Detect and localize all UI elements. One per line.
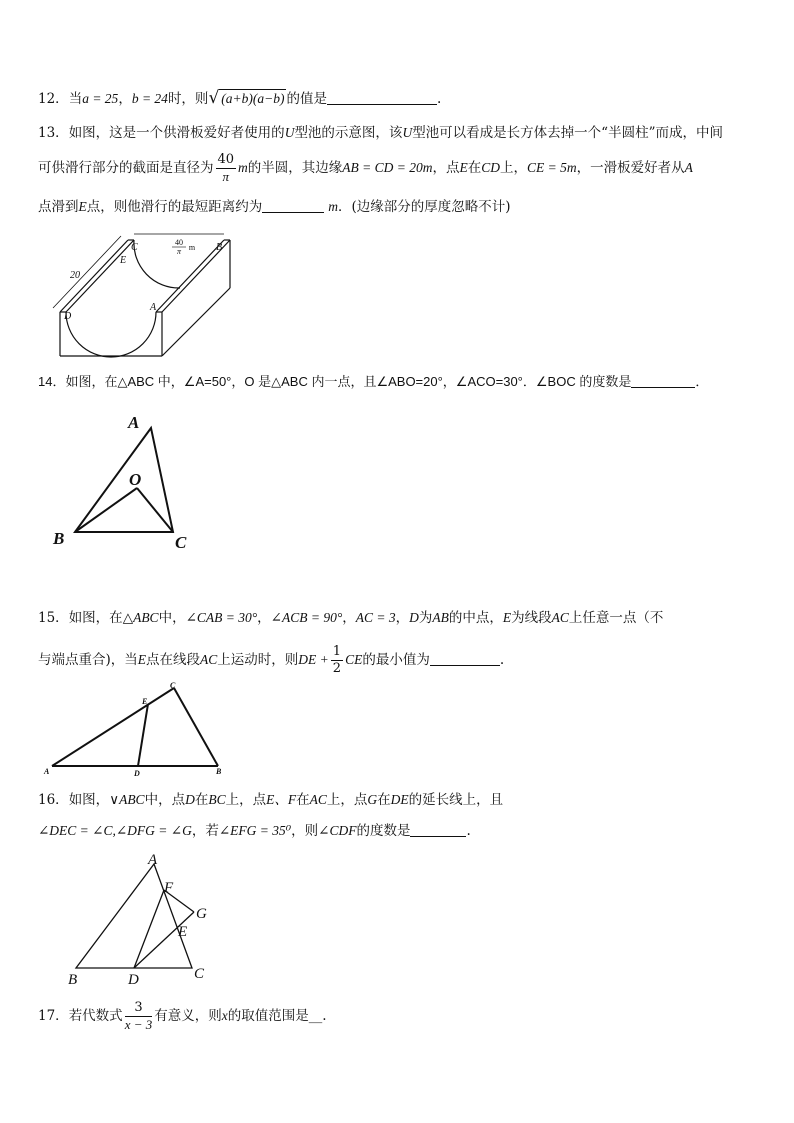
text: 上任意一点（不: [568, 610, 664, 626]
text: .: [436, 91, 442, 107]
label-d: D: [64, 311, 72, 322]
question-16-line-2: [38, 822, 471, 840]
text: ．(边缘部分的厚度忽略不计): [338, 199, 511, 215]
text: .: [322, 1008, 327, 1024]
math: AC = 3: [355, 610, 396, 625]
math: E: [459, 160, 468, 175]
text: 有意义，则: [154, 1008, 222, 1024]
math: CE: [345, 652, 363, 667]
math: △ABC: [122, 610, 159, 625]
label-d: D: [128, 972, 139, 988]
math: CD: [481, 160, 501, 175]
math: DE +: [298, 652, 329, 667]
math: AC: [551, 610, 569, 625]
label-c: C: [131, 242, 138, 253]
question-15-line-2: [38, 644, 504, 677]
text: 的中点，: [448, 610, 503, 626]
u-pool-figure: [40, 228, 245, 363]
math: U: [402, 125, 413, 140]
text: 型池可以看成是长方体去掉一个“半圆柱”而成，中间: [412, 125, 723, 141]
answer-blank: [262, 198, 324, 213]
math: DE: [390, 792, 409, 807]
text: 如图，在△ABC 中，∠A=50°，O 是△ABC 内一点，且∠ABO=20°，∠ACO=30°．∠BOC 的度数是: [65, 374, 632, 389]
label-c: C: [175, 533, 187, 552]
fraction: [331, 644, 343, 677]
math: E、F: [266, 792, 297, 807]
denominator: 2: [332, 661, 342, 676]
text: 的半圆，其边缘: [247, 160, 343, 176]
numerator: 40: [217, 152, 235, 167]
math: ∠ACB = 90°: [270, 610, 343, 625]
math: ∨ABC: [109, 792, 145, 807]
label-c: C: [170, 681, 176, 690]
triangle-abo-figure: [45, 408, 205, 558]
label-diameter-den: π: [176, 247, 182, 256]
text: ．: [695, 374, 709, 389]
question-number: 17．: [38, 1008, 69, 1024]
text: ，一滑板爱好者从: [576, 160, 685, 176]
text: ，点: [432, 160, 460, 176]
question-number: 12．: [38, 91, 69, 107]
label-b: B: [216, 767, 222, 776]
question-number: 16．: [38, 792, 69, 808]
text: 与端点重合)，当: [38, 652, 138, 668]
question-13-line-1: [38, 124, 723, 142]
text: ，若: [191, 823, 219, 839]
math: AC: [200, 652, 218, 667]
text: ，: [395, 610, 410, 626]
question-12: [38, 89, 441, 108]
question-number: 13．: [38, 125, 69, 141]
text: 的最小值为: [362, 652, 430, 668]
question-13-line-3: [38, 198, 511, 216]
text: 点，则他滑行的最短距离约为: [86, 199, 263, 215]
math: D: [409, 610, 419, 625]
text: 上，点: [326, 792, 368, 808]
label-20: 20: [70, 270, 80, 281]
question-14: [38, 373, 708, 391]
math: m: [238, 160, 248, 175]
math: AC: [309, 792, 327, 807]
label-diameter-num: 40: [175, 238, 183, 247]
math: ∠DEC = ∠C,∠DFG = ∠G: [38, 823, 192, 838]
label-a: A: [128, 413, 140, 432]
answer-blank: [410, 822, 466, 837]
text: ，: [118, 91, 132, 107]
text: 上，点: [225, 792, 267, 808]
label-a: A: [150, 302, 157, 313]
text: 如图，这是一个供滑板爱好者使用的: [68, 125, 285, 141]
label-e: E: [142, 697, 148, 706]
text: ，: [342, 610, 356, 626]
label-e: E: [178, 924, 188, 940]
label-c: C: [194, 966, 205, 982]
label-e: E: [120, 255, 127, 266]
text: .: [466, 823, 471, 839]
numerator: 3: [125, 1000, 153, 1017]
label-a: A: [148, 852, 158, 868]
text: .: [499, 652, 505, 668]
text: 在: [377, 792, 391, 808]
denominator: π: [222, 169, 230, 184]
math: A: [684, 160, 693, 175]
text: 上，: [500, 160, 528, 176]
math: b = 24: [131, 91, 168, 106]
question-15-line-1: [38, 609, 663, 627]
text: 的延长线上，且: [408, 792, 504, 808]
text: 在: [296, 792, 310, 808]
answer-blank: [430, 651, 500, 666]
math: ∠CAB = 30°: [185, 610, 258, 625]
right-triangle-figure: [42, 680, 232, 780]
fraction: [125, 1000, 153, 1033]
text: 型池的示意图，该: [294, 125, 403, 141]
text: 如图，在: [68, 610, 123, 626]
answer-blank: [631, 373, 695, 388]
question-17: [38, 1000, 327, 1033]
math: E: [137, 652, 147, 667]
math: x: [221, 1008, 228, 1023]
math: D: [185, 792, 195, 807]
text: 中，: [158, 610, 186, 626]
math: BC: [208, 792, 226, 807]
question-number: 15．: [38, 610, 69, 626]
text: 点滑到: [38, 199, 79, 215]
radicand: (a+b)(a−b): [221, 91, 285, 106]
text: 的取值范围是: [227, 1008, 309, 1024]
text: 若代数式: [68, 1008, 123, 1024]
question-13-line-2: [38, 152, 693, 185]
text: 如图，: [68, 792, 110, 808]
text: 在: [467, 160, 482, 176]
label-b: B: [68, 972, 78, 988]
text: 为: [418, 610, 433, 626]
math: AB: [432, 610, 449, 625]
fraction: [216, 152, 237, 185]
answer-blank: __: [308, 1008, 323, 1024]
label-diameter-unit: m: [188, 243, 196, 252]
label-b: B: [216, 242, 223, 253]
text: 上运动时，则: [217, 652, 299, 668]
text: 中，点: [144, 792, 186, 808]
text: 可供滑行部分的截面是直径为: [38, 160, 214, 176]
label-o: O: [129, 470, 142, 489]
math: U: [284, 125, 295, 140]
numerator: 1: [332, 644, 342, 659]
text: 时，则: [167, 91, 209, 107]
text: 的度数是: [356, 823, 411, 839]
label-a: A: [44, 767, 50, 776]
label-f: F: [164, 880, 174, 896]
denominator: x − 3: [124, 1017, 153, 1032]
text: 点在线段: [146, 652, 201, 668]
math: AB = CD = 20m: [342, 160, 433, 175]
text: ，则: [291, 823, 319, 839]
text: 的值是: [286, 91, 327, 107]
label-b: B: [53, 529, 65, 548]
question-16-line-1: [38, 791, 503, 809]
math: ∠CDF: [318, 823, 357, 838]
math: m: [328, 199, 338, 214]
math: E: [502, 610, 512, 625]
math: ∠EFG = 35⁰: [218, 823, 292, 838]
question-number: 14．: [38, 374, 66, 389]
label-g: G: [196, 906, 207, 922]
text: 为线段: [511, 610, 552, 626]
math: a = 25: [82, 91, 119, 106]
text: ，: [257, 610, 271, 626]
math: CE = 5m: [527, 160, 577, 175]
text: 在: [194, 792, 209, 808]
math: G: [367, 792, 378, 807]
text: 当: [68, 91, 83, 107]
label-d: D: [134, 769, 140, 778]
sqrt-sign: √: [208, 88, 220, 108]
math: E: [78, 199, 87, 214]
answer-blank: [327, 90, 437, 105]
triangle-dfg-figure: [62, 850, 222, 990]
